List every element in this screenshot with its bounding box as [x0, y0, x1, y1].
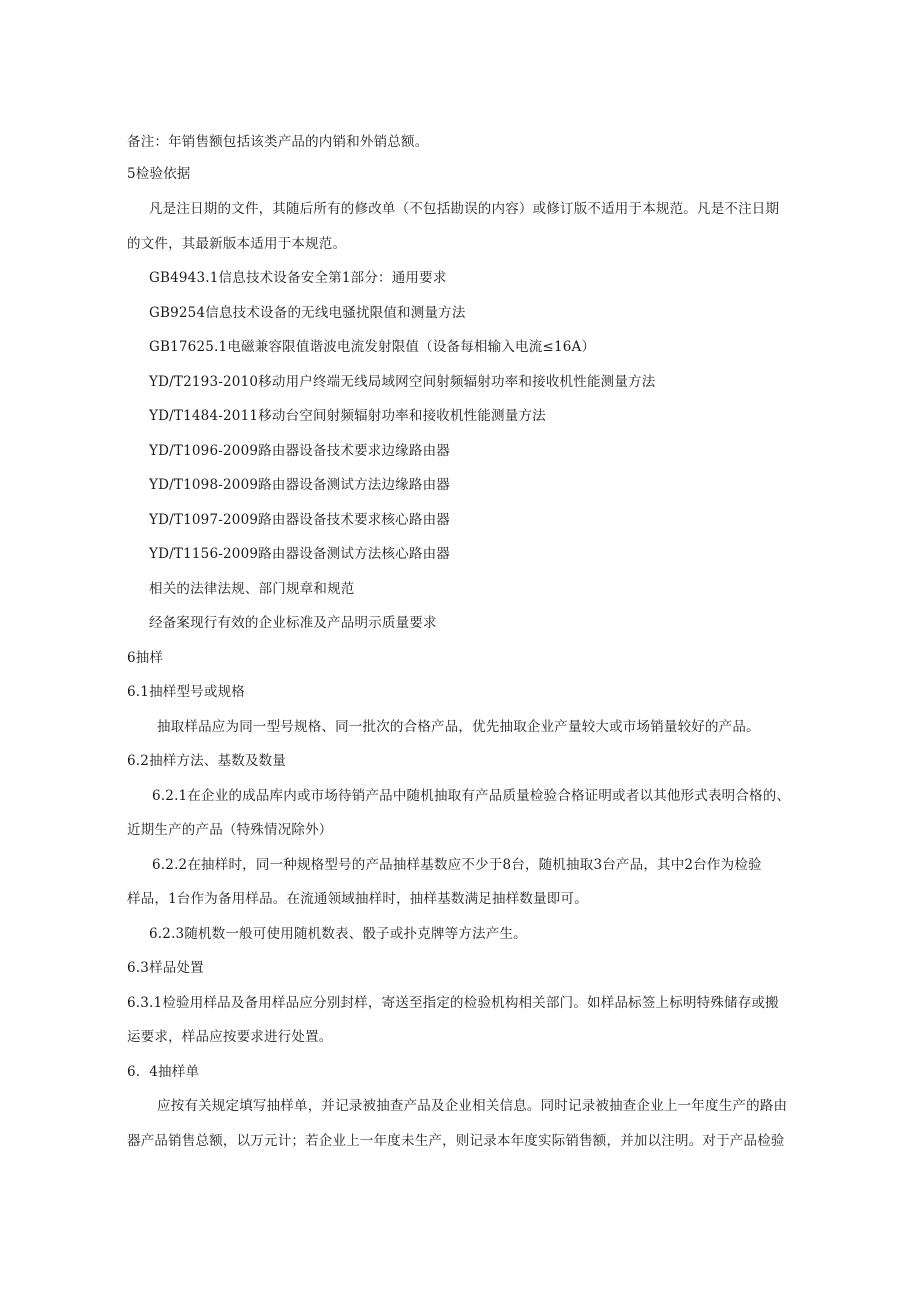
section-6-2-3: 6.2.3随机数一般可使用随机数表、骰子或扑克牌等方法产生。: [149, 926, 527, 942]
section-6-2-2-line-1: 6.2.2在抽样时，同一种规格型号的产品抽样基数应不少于8台，随机抽取3台产品，其中2台作为检验: [152, 857, 762, 873]
reference-item: YD/T1098-2009路由器设备测试方法边缘路由器: [149, 477, 450, 493]
reference-item: YD/T1156-2009路由器设备测试方法核心路由器: [149, 546, 450, 562]
section-5-heading: 5检验依据: [127, 166, 191, 182]
section-6-4-line-2: 器产品销售总额，以万元计；若企业上一年度未生产，则记录本年度实际销售额，并加以注明。对于产品检验: [127, 1133, 785, 1149]
section-5-intro-line-1: 凡是注日期的文件，其随后所有的修改单（不包括勘误的内容）或修订版不适用于本规范。凡是不注日期: [149, 201, 780, 217]
section-6-3-1-line-2: 运要求，样品应按要求进行处置。: [127, 1029, 333, 1045]
reference-item: YD/T1097-2009路由器设备技术要求核心路由器: [149, 512, 450, 528]
section-6-1-heading: 6.1抽样型号或规格: [127, 684, 245, 700]
section-6-2-2-line-2: 样品，1台作为备用样品。在流通领域抽样时，抽样基数满足抽样数量即可。: [127, 891, 588, 907]
reference-item: GB4943.1信息技术设备安全第1部分：通用要求: [149, 270, 447, 286]
section-6-1-text: 抽取样品应为同一型号规格、同一批次的合格产品，优先抽取企业产量较大或市场销量较好的产品。: [157, 719, 760, 735]
section-6-heading: 6抽样: [127, 650, 164, 666]
section-5-intro-line-2: 的文件，其最新版本适用于本规范。: [127, 236, 347, 252]
section-6-4-heading: 6. 4抽样单: [127, 1064, 200, 1080]
reference-item: GB9254信息技术设备的无线电骚扰限值和测量方法: [149, 305, 466, 321]
section-6-3-heading: 6.3样品处置: [127, 960, 204, 976]
reference-item: 相关的法律法规、部门规章和规范: [149, 581, 355, 597]
reference-item: YD/T1096-2009路由器设备技术要求边缘路由器: [149, 443, 450, 459]
reference-item: YD/T1484-2011移动台空间射频辐射功率和接收机性能测量方法: [149, 408, 546, 424]
sales-note: 备注：年销售额包括该类产品的内销和外销总额。: [127, 134, 429, 150]
section-6-4-line-1: 应按有关规定填写抽样单，并记录被抽查产品及企业相关信息。同时记录被抽查企业上一年度生产的路由: [157, 1098, 788, 1114]
reference-item: 经备案现行有效的企业标准及产品明示质量要求: [149, 615, 437, 631]
section-6-2-heading: 6.2抽样方法、基数及数量: [127, 753, 287, 769]
section-6-3-1-line-1: 6.3.1检验用样品及备用样品应分别封样，寄送至指定的检验机构相关部门。如样品标签上标明特殊储存或搬: [127, 995, 779, 1011]
section-6-2-1-line-2: 近期生产的产品（特殊情况除外）: [127, 822, 333, 838]
reference-item: GB17625.1电磁兼容限值谐波电流发射限值（设备每相输入电流≤16A）: [149, 339, 596, 355]
section-6-2-1-line-1: 6.2.1在企业的成品库内或市场待销产品中随机抽取有产品质量检验合格证明或者以其他形式表明合格的、: [152, 788, 791, 804]
reference-item: YD/T2193-2010移动用户终端无线局域网空间射频辐射功率和接收机性能测量方法: [149, 374, 656, 390]
